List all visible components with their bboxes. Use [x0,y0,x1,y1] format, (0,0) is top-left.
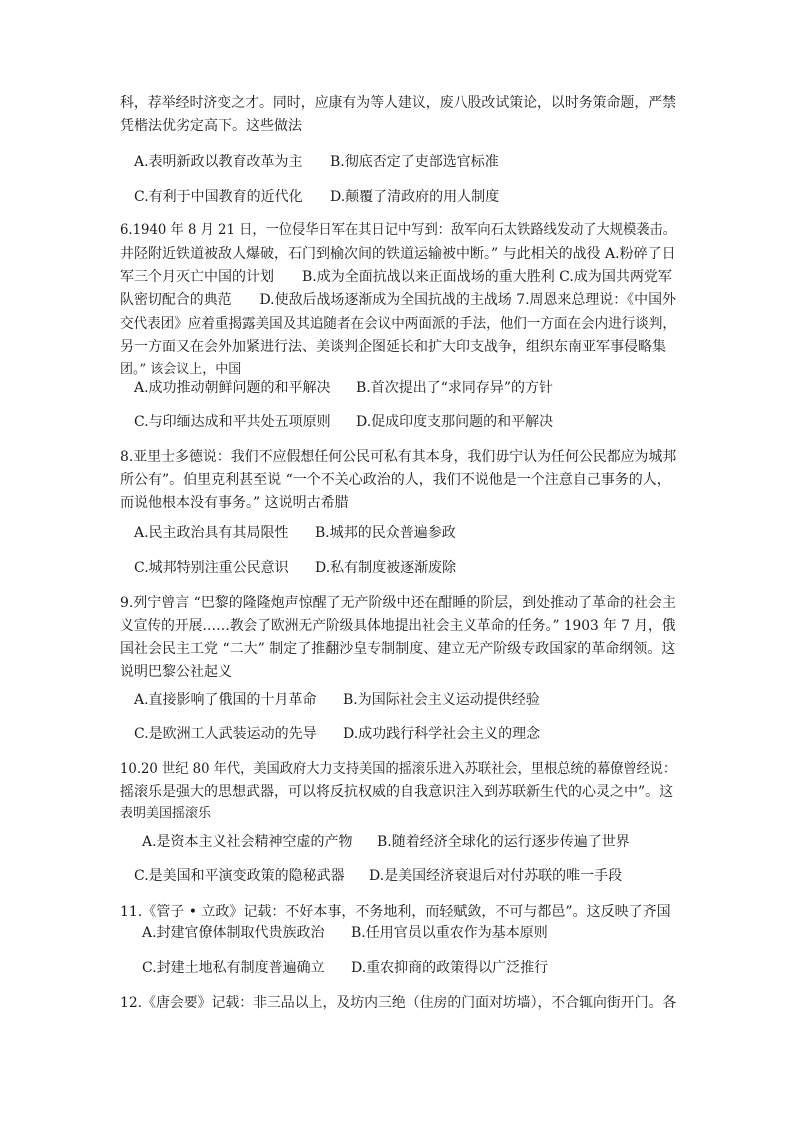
q9-option-a: A.直接影响了俄国的十月革命 [134,692,317,708]
q11-option-a: A.封建官僚体制取代贵族政治 [142,925,325,941]
q8-line-2: 所公有”。伯里克利甚至说 “一个不关心政治的人，我们不说他是一个注意自己事务的人， [120,472,671,488]
q6-line-3: 军三个月灭亡中国的计划 B.成为全面抗战以来正面战场的重大胜利 C.成为国共两党军 [120,269,672,285]
q9-line-4: 说明巴黎公社起义 [120,664,232,680]
q10-line-3: 表明美国摇滚乐 [120,806,212,821]
q10-option-d: D.是美国经济衰退后对付苏联的唯一手段 [369,868,623,884]
q7-option-c: C.与印缅达成和平共处五项原则 [134,414,331,430]
q5-option-a: A.表明新政以教育改革为主 [134,154,303,170]
q9-option-d: D.成功践行科学社会主义的理念 [343,726,541,742]
q8-line-3: 而说他根本没有事务。” 这说明古希腊 [120,495,349,511]
q6-line-1: 6.1940 年 8 月 21 日，一位侵华日军在其日记中写到：敌军向石太铁路线发动了大规模袭击。 [120,222,676,238]
q10-option-a: A.是资本主义社会精神空虚的产物 [142,834,353,850]
q8-option-c: C.城邦特别注重公民意识 [134,560,289,576]
q9-option-b: B.为国际社会主义运动提供经验 [343,692,540,708]
q9-line-3: 国社会民主工党 “二大” 制定了推翻沙皇专制制度、建立无产阶级专政国家的革命纲领。这 [120,641,676,657]
q12-line-1: 12.《唐会要》记载：非三品以上，及坊内三绝（住房的门面对坊墙），不合辄向街开门。各 [120,995,677,1011]
q7-line-1: 交代表团》应着重揭露美国及其追随者在会议中两面派的手法，他们一方面在会内进行谈判， [120,316,676,332]
q10-option-b: B.随着经济全球化的运行逐步传遍了世界 [377,834,630,850]
q7-line-2: 另一方面又在会外加紧进行法、美谈判企图延长和扩大印支战争，组织东南亚军事侵略集 [120,339,666,355]
q9-option-c: C.是欧洲工人武装运动的先导 [134,726,317,742]
q11-option-c: C.封建土地私有制度普遍确立 [142,960,325,976]
q8-option-a: A.民主政治具有其局限性 [134,525,289,541]
q9-line-2: 义宣传的开展……教会了欧洲无产阶级具体地提出社会主义革命的任务。” 1903 年 7 月，俄 [120,618,676,634]
q5-option-c: C.有利于中国教育的近代化 [134,189,303,205]
q6-line-2: 井陉附近铁道被敌人爆破，石门到榆次间的铁道运输被中断。” 与此相关的战役 A.粉碎了日 [120,246,676,262]
q8-option-d: D.私有制度被逐渐废除 [315,560,457,576]
q7-option-b: B.首次提出了“求同存异”的方针 [356,380,554,396]
q5-stem-line-2: 凭楷法优劣定高下。这些做法 [120,118,302,134]
q11-line-1: 11.《管子 • 立政》记载：不好本事，不务地利，而轻赋敛，不可与都邑”。这反映了齐国 [120,904,671,920]
q10-line-1: 10.20 世纪 80 年代，美国政府大力支持美国的摇滚乐进入苏联社会，里根总统的幕僚曾经说： [120,761,677,777]
q8-option-b: B.城邦的民众普遍参政 [315,525,456,541]
q10-option-c: C.是美国和平演变政策的隐秘武器 [134,868,345,884]
q11-option-b: B.任用官员以重农作为基本原则 [351,925,548,941]
q6-line-4: 队密切配合的典范 D.使敌后战场逐渐成为全国抗战的主战场 7.周恩来总理说：《中国外 [120,292,676,308]
q7-option-a: A.成功推动朝鲜问题的和平解决 [134,380,331,396]
q10-line-2: 摇滚乐是强大的思想武器，可以将反抗权威的自我意识注入到苏联新生代的心灵之中”。这 [120,784,674,800]
q5-option-b: B.彻底否定了吏部选官标准 [330,154,499,170]
q7-line-3: 团。” 该会议上，中国 [120,362,242,377]
q5-stem-line-1: 科，荐举经时济变之才。同时，应康有为等人建议，废八股改试策论，以时务策命题，严禁 [120,95,677,111]
q9-line-1: 9.列宁曾言 “巴黎的隆隆炮声惊醒了无产阶级中还在酣睡的阶层，到处推动了革命的社会主 [120,595,676,611]
q5-option-d: D.颠覆了清政府的用人制度 [330,189,500,205]
q11-option-d: D.重农抑商的政策得以广泛推行 [351,960,549,976]
q7-option-d: D.促成印度支那问题的和平解决 [356,414,554,430]
q8-line-1: 8.亚里士多德说：我们不应假想任何公民可私有其本身，我们毋宁认为任何公民都应为城邦 [120,449,677,465]
